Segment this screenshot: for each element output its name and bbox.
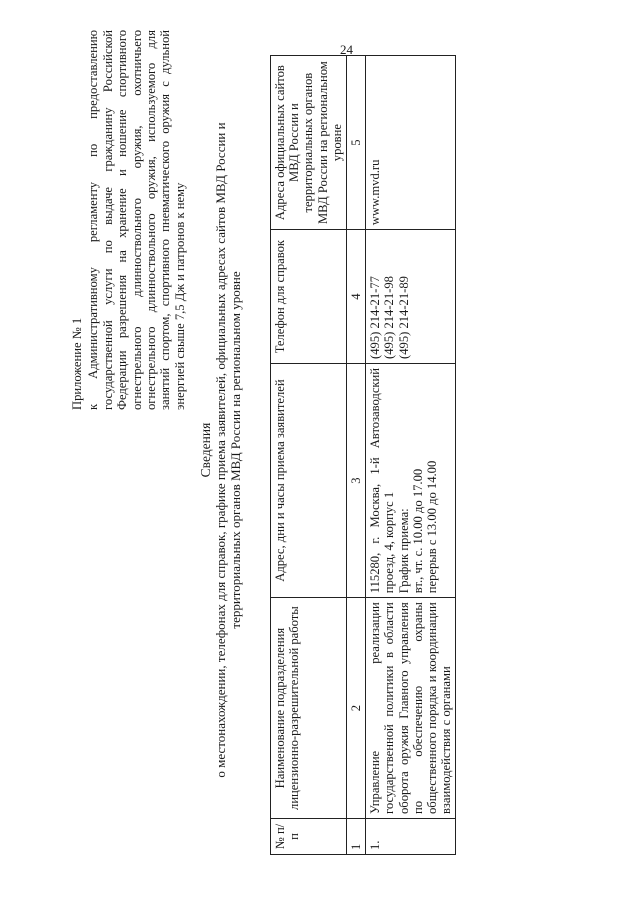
heading-title: Сведения bbox=[198, 422, 213, 478]
phone: (495) 214-21-77 bbox=[368, 276, 383, 359]
row-number: 1. bbox=[366, 819, 456, 855]
table-row bbox=[366, 56, 456, 855]
header-phone: Телефон для справок bbox=[271, 230, 347, 364]
schedule-days: вт., чт. с. 10.00 до 17.00 bbox=[410, 468, 425, 594]
schedule-label: График приема: bbox=[396, 508, 411, 594]
header-unit: Наименование подразделения лицензионно-разрешительной работы bbox=[271, 598, 347, 819]
document-heading bbox=[198, 20, 243, 880]
phone-cell bbox=[366, 230, 456, 364]
website-link[interactable]: www.mvd.ru bbox=[366, 56, 456, 230]
unit-name: Управление реализации государственной политики в области оборота оружия Главного управления по обеспечению охраны общественного порядка и координации взаимодействия с органами bbox=[366, 598, 456, 819]
heading-line-1: о местонахождении, телефонах для справок, графике приема заявителей, официальных адресах сайтов МВД России и bbox=[213, 122, 228, 778]
header-address: Адрес, дни и часы приема заявителей bbox=[271, 363, 347, 597]
column-number: 4 bbox=[347, 230, 366, 364]
schedule-break: перерыв с 13.00 до 14.00 bbox=[425, 460, 440, 594]
page-number: 24 bbox=[340, 42, 353, 57]
appendix-note bbox=[70, 30, 187, 410]
offices-table bbox=[270, 55, 456, 855]
address-cell bbox=[366, 363, 456, 597]
phone: (495) 214-21-98 bbox=[382, 276, 397, 359]
column-number: 1 bbox=[347, 819, 366, 855]
header-number: № п/п bbox=[271, 819, 347, 855]
column-number-row bbox=[347, 56, 366, 855]
rotated-document-body bbox=[40, 20, 640, 880]
column-number: 3 bbox=[347, 363, 366, 597]
header-website: Адреса официальных сайтов МВД России и территориальных органов МВД России на региональном уровне bbox=[271, 56, 347, 230]
appendix-title: Приложение № 1 bbox=[70, 317, 84, 410]
address: 115280, г. Москва, 1-й Автозаводский проезд, 4, корпус 1 bbox=[368, 367, 397, 594]
phone: (495) 214-21-89 bbox=[396, 276, 411, 359]
column-number: 5 bbox=[347, 56, 366, 230]
heading-line-2: территориальных органов МВД России на региональном уровне bbox=[228, 271, 243, 629]
appendix-text: к Административному регламенту по предоставлению государственной услуги по выдаче гражданину Российской Федерации разрешения на хранение и ношение спортивного огнестрельного длинноствольного оружия, охотничьего огнестрельного длинноствольного оружия, используемого для занятий спортом, спортивного пневматического оружия с дульной энергией свыше 7,5 Дж и патронов к нему bbox=[86, 30, 187, 410]
table-header-row bbox=[271, 56, 347, 855]
column-number: 2 bbox=[347, 598, 366, 819]
